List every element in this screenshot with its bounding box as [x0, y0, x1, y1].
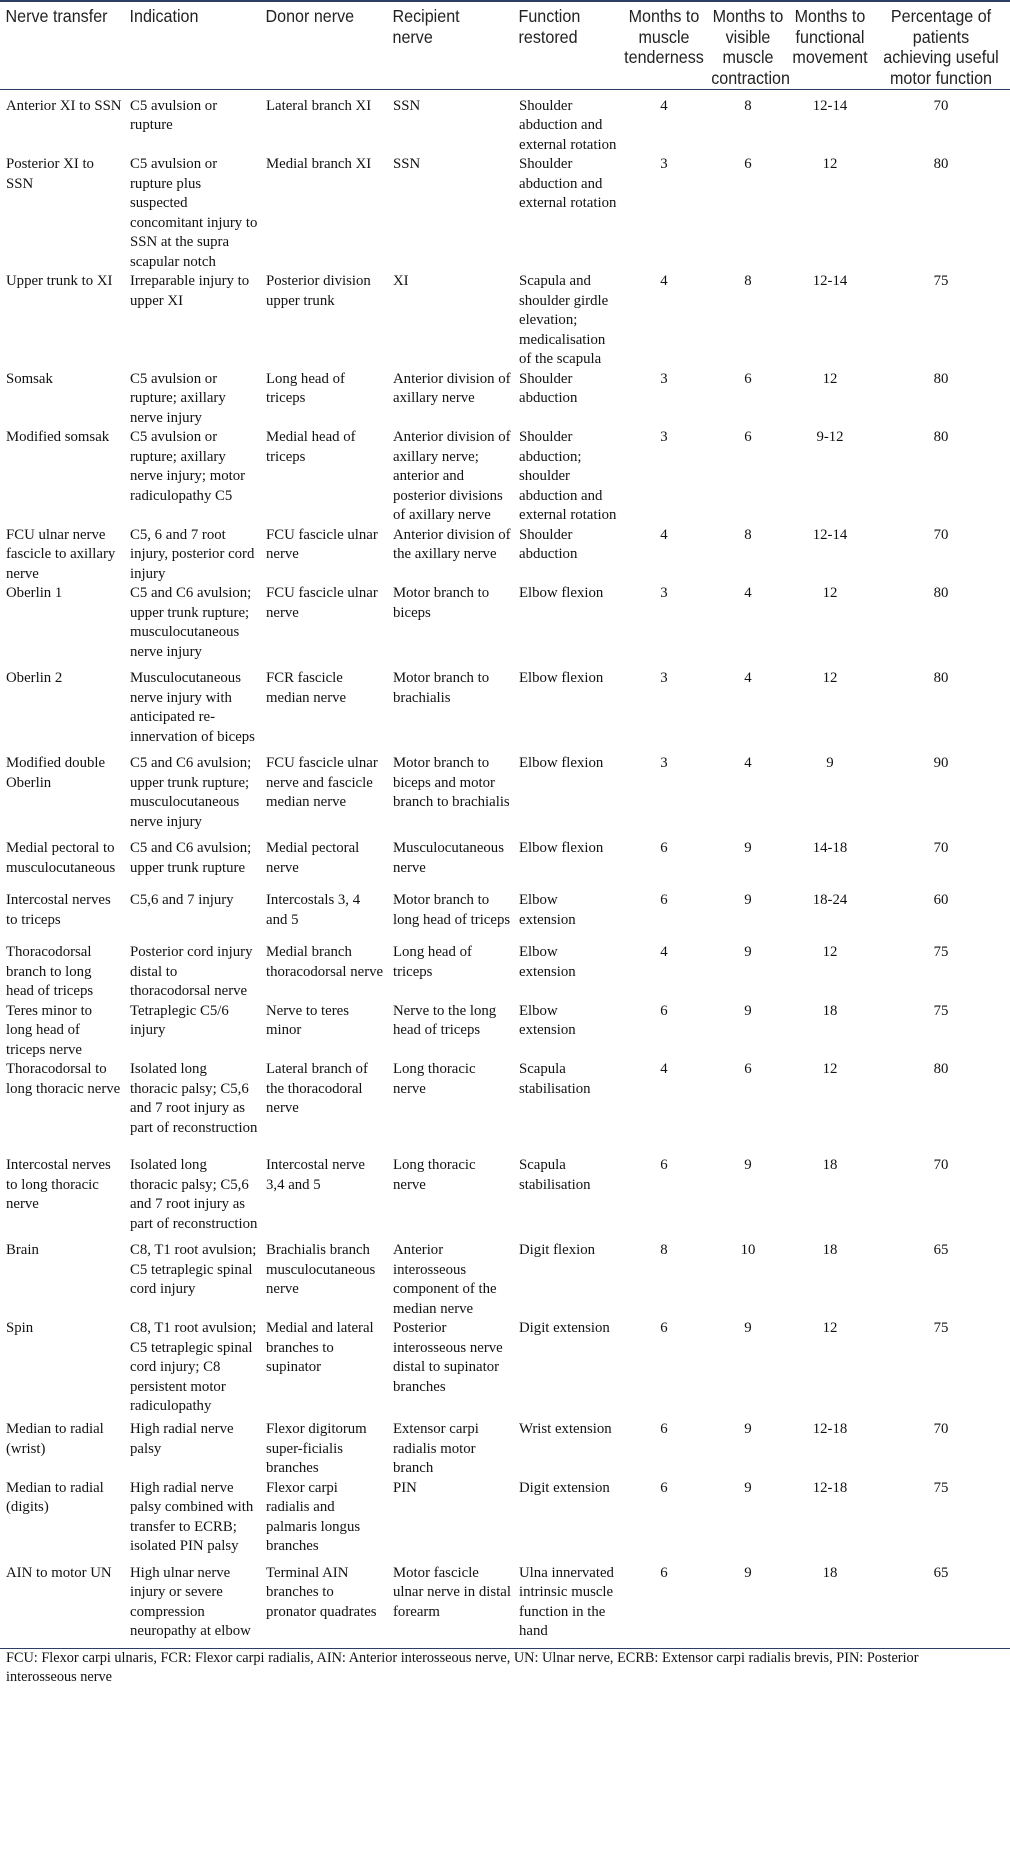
- cell-indication: C8, T1 root avulsion; C5 tetraplegic spinal cord injury; C8 persistent motor radiculopathy: [130, 1320, 257, 1414]
- cell-function-restored: Shoulder abduction and external rotation: [519, 156, 617, 211]
- header-nerve-transfer: Nerve transfer: [0, 1, 114, 89]
- cell-percentage: 80: [933, 370, 949, 387]
- cell-function-restored: Shoulder abduction and external rotation: [519, 97, 617, 153]
- cell-donor-nerve: Flexor digitorum super-ficialis branches: [266, 1421, 367, 1476]
- cell-recipient-nerve: Long head of triceps: [393, 944, 472, 980]
- cell-percentage: 75: [933, 1320, 949, 1336]
- cell-function-restored: Shoulder abduction; shoulder abduction and external rotation: [519, 429, 617, 523]
- cell-recipient-nerve: Posterior interosseous nerve distal to supinator branches: [393, 1320, 503, 1395]
- cell-indication: C5 avulsion or rupture; axillary nerve injury: [130, 370, 226, 426]
- cell-donor-nerve: Brachialis branch musculocutaneous nerve: [266, 1242, 376, 1297]
- cell-percentage: 70: [933, 526, 949, 543]
- cell-months-contraction: 9: [744, 1564, 752, 1581]
- cell-function-restored: Elbow flexion: [519, 840, 604, 856]
- cell-function-restored: Elbow extension: [519, 892, 576, 928]
- cell-recipient-nerve: Long thoracic nerve: [393, 1157, 476, 1193]
- cell-donor-nerve: Lateral branch XI: [266, 97, 372, 114]
- cell-percentage: 60: [933, 892, 949, 908]
- cell-percentage: 80: [933, 585, 949, 601]
- cell-donor-nerve: Lateral branch of the thoracodoral nerve: [266, 1061, 368, 1116]
- cell-indication: C5 avulsion or rupture plus suspected concomitant injury to SSN at the supra scapular notch: [130, 156, 258, 270]
- cell-months-tenderness: 4: [660, 97, 668, 114]
- table-row: [0, 1479, 1010, 1564]
- table-row: [0, 1241, 1010, 1319]
- cell-nerve-transfer: FCU ulnar nerve fascicle to axillary nerve: [6, 526, 116, 582]
- table-row: [0, 1564, 1010, 1648]
- cell-function-restored: Elbow flexion: [519, 755, 604, 771]
- cell-months-functional: 18: [822, 1242, 838, 1258]
- cell-percentage: 75: [933, 273, 949, 289]
- cell-months-contraction: 8: [744, 97, 752, 114]
- table-row: [0, 891, 1010, 943]
- header-months-to-functional-movement: Months to functional movement: [791, 1, 868, 89]
- cell-months-contraction: 9: [744, 1002, 752, 1019]
- cell-function-restored: Elbow flexion: [519, 670, 604, 686]
- cell-months-functional: 12: [822, 585, 838, 601]
- cell-months-functional: 18: [822, 1002, 838, 1019]
- table-row: [0, 272, 1010, 370]
- cell-indication: Isolated long thoracic palsy; C5,6 and 7 root injury as part of reconstruction: [130, 1061, 258, 1136]
- cell-months-tenderness: 4: [660, 526, 668, 543]
- cell-months-contraction: 6: [744, 429, 752, 445]
- cell-recipient-nerve: Anterior division of axillary nerve; anterior and posterior divisions of axillary nerve: [393, 429, 511, 523]
- cell-donor-nerve: FCU fascicle ulnar nerve and fascicle median nerve: [266, 755, 378, 810]
- cell-nerve-transfer: Median to radial (wrist): [6, 1421, 104, 1457]
- table-row: [0, 1420, 1010, 1479]
- cell-nerve-transfer: Anterior XI to SSN: [6, 97, 122, 114]
- cell-months-tenderness: 3: [660, 670, 668, 686]
- cell-indication: Isolated long thoracic palsy; C5,6 and 7 root injury as part of reconstruction: [130, 1157, 258, 1232]
- cell-donor-nerve: FCR fascicle median nerve: [266, 670, 347, 706]
- cell-indication: High radial nerve palsy: [130, 1421, 234, 1457]
- cell-recipient-nerve: Motor branch to brachialis: [393, 670, 490, 706]
- cell-indication: High ulnar nerve injury or severe compression neuropathy at elbow: [130, 1564, 251, 1639]
- cell-donor-nerve: Intercostal nerve 3,4 and 5: [266, 1157, 366, 1193]
- cell-indication: High radial nerve palsy combined with transfer to ECRB; isolated PIN palsy: [130, 1479, 254, 1554]
- cell-months-functional: 14-18: [812, 840, 848, 856]
- cell-months-tenderness: 6: [660, 1157, 668, 1173]
- cell-months-contraction: 8: [744, 526, 752, 543]
- header-row: [0, 1, 1010, 89]
- header-donor-nerve: Donor nerve: [260, 1, 377, 89]
- cell-months-functional: 12: [822, 1061, 838, 1077]
- table-row: [0, 754, 1010, 839]
- cell-donor-nerve: Medial head of triceps: [266, 429, 356, 465]
- cell-indication: C8, T1 root avulsion; C5 tetraplegic spinal cord injury: [130, 1242, 257, 1297]
- table-row: [0, 1002, 1010, 1061]
- table-row: [0, 943, 1010, 1002]
- cell-function-restored: Scapula stabilisation: [519, 1157, 591, 1193]
- cell-percentage: 75: [933, 944, 949, 960]
- cell-months-contraction: 9: [744, 1157, 752, 1173]
- cell-percentage: 75: [933, 1002, 949, 1019]
- cell-donor-nerve: Long head of triceps: [266, 370, 345, 406]
- cell-nerve-transfer: Modified double Oberlin: [6, 755, 106, 791]
- cell-nerve-transfer: AIN to motor UN: [6, 1564, 112, 1581]
- cell-nerve-transfer: Thoracodorsal to long thoracic nerve: [6, 1061, 121, 1097]
- cell-months-tenderness: 6: [660, 1479, 668, 1496]
- cell-percentage: 80: [933, 156, 949, 172]
- cell-function-restored: Ulna innervated intrinsic muscle function in the hand: [519, 1564, 614, 1639]
- cell-donor-nerve: Posterior division upper trunk: [266, 273, 371, 309]
- cell-percentage: 65: [933, 1564, 949, 1581]
- cell-months-tenderness: 3: [660, 370, 668, 387]
- table-row: [0, 155, 1010, 272]
- cell-function-restored: Digit extension: [519, 1479, 610, 1496]
- cell-recipient-nerve: Motor branch to biceps: [393, 585, 490, 621]
- header-months-to-visible-contraction: Months to visible muscle contraction: [711, 1, 785, 89]
- cell-months-functional: 12: [822, 670, 838, 686]
- cell-months-functional: 12: [822, 944, 838, 960]
- cell-function-restored: Shoulder abduction: [519, 370, 578, 406]
- cell-function-restored: Wrist extension: [519, 1421, 612, 1437]
- table-footnote: FCU: Flexor carpi ulnaris, FCR: Flexor carpi radialis, AIN: Anterior interosseous nerve, UN: Ulnar nerve, ECRB: Extensor carpi radialis brevis, PIN: Posterior interosseous nerve: [0, 1648, 1010, 1688]
- cell-function-restored: Shoulder abduction: [519, 526, 578, 562]
- cell-indication: C5 and C6 avulsion; upper trunk rupture; musculocutaneous nerve injury: [130, 755, 252, 830]
- cell-nerve-transfer: Somsak: [6, 370, 53, 387]
- cell-nerve-transfer: Upper trunk to XI: [6, 273, 113, 289]
- cell-indication: C5 avulsion or rupture: [130, 97, 218, 133]
- cell-recipient-nerve: XI: [393, 273, 409, 289]
- cell-months-contraction: 4: [744, 670, 752, 686]
- cell-indication: Irreparable injury to upper XI: [130, 273, 250, 309]
- cell-indication: C5 and C6 avulsion; upper trunk rupture: [130, 840, 252, 876]
- cell-donor-nerve: Intercostals 3, 4 and 5: [266, 892, 361, 928]
- cell-percentage: 90: [933, 755, 949, 771]
- cell-indication: C5, 6 and 7 root injury, posterior cord injury: [130, 526, 255, 582]
- cell-donor-nerve: Medial and lateral branches to supinator: [266, 1320, 374, 1375]
- cell-months-functional: 18: [822, 1157, 838, 1173]
- cell-donor-nerve: FCU fascicle ulnar nerve: [266, 526, 378, 562]
- cell-donor-nerve: Medial pectoral nerve: [266, 840, 360, 876]
- cell-months-functional: 12-18: [812, 1421, 848, 1437]
- cell-nerve-transfer: Medial pectoral to musculocutaneous: [6, 840, 116, 876]
- table-row: [0, 839, 1010, 891]
- cell-months-tenderness: 6: [660, 1320, 668, 1336]
- cell-recipient-nerve: Musculocutaneous nerve: [393, 840, 504, 876]
- cell-months-tenderness: 6: [660, 1564, 668, 1581]
- cell-recipient-nerve: Motor branch to biceps and motor branch to brachialis: [393, 755, 510, 810]
- table-body: [0, 89, 1010, 1648]
- header-indication: Indication: [124, 1, 249, 89]
- cell-months-tenderness: 8: [660, 1242, 668, 1258]
- cell-nerve-transfer: Intercostal nerves to long thoracic nerve: [6, 1157, 111, 1212]
- cell-months-tenderness: 4: [660, 944, 668, 960]
- cell-donor-nerve: Nerve to teres minor: [266, 1002, 349, 1038]
- cell-percentage: 70: [933, 1421, 949, 1437]
- cell-donor-nerve: Medial branch thoracodorsal nerve: [266, 944, 384, 980]
- cell-months-contraction: 9: [744, 1320, 752, 1336]
- cell-months-contraction: 6: [744, 156, 752, 172]
- header-months-to-muscle-tenderness: Months to muscle tenderness: [624, 1, 705, 89]
- cell-nerve-transfer: Thoracodorsal branch to long head of triceps: [6, 944, 94, 999]
- cell-months-contraction: 9: [744, 1479, 752, 1496]
- cell-months-tenderness: 3: [660, 585, 668, 601]
- cell-months-contraction: 4: [744, 585, 752, 601]
- cell-months-contraction: 8: [744, 273, 752, 289]
- cell-months-functional: 12: [822, 370, 838, 387]
- cell-months-functional: 12: [822, 1320, 838, 1336]
- cell-months-functional: 12: [822, 156, 838, 172]
- cell-percentage: 80: [933, 1061, 949, 1077]
- cell-nerve-transfer: Teres minor to long head of triceps nerve: [6, 1002, 93, 1058]
- cell-donor-nerve: FCU fascicle ulnar nerve: [266, 585, 378, 621]
- cell-percentage: 80: [933, 670, 949, 686]
- cell-percentage: 80: [933, 429, 949, 445]
- cell-months-functional: 18: [822, 1564, 838, 1581]
- cell-months-tenderness: 6: [660, 1421, 668, 1437]
- cell-donor-nerve: Flexor carpi radialis and palmaris longus branches: [266, 1479, 361, 1554]
- cell-months-contraction: 6: [744, 1061, 752, 1077]
- cell-indication: Musculocutaneous nerve injury with anticipated re-innervation of biceps: [130, 670, 255, 745]
- cell-function-restored: Digit extension: [519, 1320, 610, 1336]
- cell-indication: Tetraplegic C5/6 injury: [130, 1002, 229, 1038]
- cell-nerve-transfer: Oberlin 1: [6, 585, 63, 601]
- cell-indication: C5 avulsion or rupture; axillary nerve injury; motor radiculopathy C5: [130, 429, 246, 504]
- header-percentage-useful-function: Percentage of patients achieving useful motor function: [878, 1, 1005, 89]
- cell-recipient-nerve: Anterior division of the axillary nerve: [393, 526, 511, 562]
- cell-function-restored: Elbow extension: [519, 944, 576, 980]
- cell-recipient-nerve: Extensor carpi radialis motor branch: [393, 1421, 479, 1476]
- cell-months-contraction: 9: [744, 944, 752, 960]
- cell-months-contraction: 6: [744, 370, 752, 387]
- cell-recipient-nerve: SSN: [393, 97, 421, 114]
- cell-months-functional: 12-18: [812, 1479, 848, 1496]
- cell-nerve-transfer: Oberlin 2: [6, 670, 63, 686]
- cell-nerve-transfer: Brain: [6, 1242, 39, 1258]
- cell-months-tenderness: 4: [660, 1061, 668, 1077]
- cell-donor-nerve: Medial branch XI: [266, 156, 372, 172]
- cell-indication: C5,6 and 7 injury: [130, 892, 234, 908]
- cell-months-functional: 12-14: [812, 97, 848, 114]
- cell-recipient-nerve: Long thoracic nerve: [393, 1061, 476, 1097]
- cell-recipient-nerve: Nerve to the long head of triceps: [393, 1002, 497, 1038]
- cell-nerve-transfer: Intercostal nerves to triceps: [6, 892, 111, 928]
- cell-months-tenderness: 6: [660, 1002, 668, 1019]
- cell-months-functional: 9: [826, 755, 834, 771]
- cell-recipient-nerve: Motor fascicle ulnar nerve in distal forearm: [393, 1564, 511, 1620]
- table-row: [0, 1156, 1010, 1241]
- cell-nerve-transfer: Modified somsak: [6, 429, 110, 445]
- cell-months-tenderness: 3: [660, 156, 668, 172]
- cell-recipient-nerve: Motor branch to long head of triceps: [393, 892, 511, 928]
- cell-percentage: 65: [933, 1242, 949, 1258]
- cell-months-tenderness: 4: [660, 273, 668, 289]
- cell-nerve-transfer: Median to radial (digits): [6, 1479, 104, 1515]
- cell-months-contraction: 4: [744, 755, 752, 771]
- cell-months-tenderness: 3: [660, 755, 668, 771]
- cell-function-restored: Elbow flexion: [519, 585, 604, 601]
- table-row: [0, 1319, 1010, 1420]
- cell-function-restored: Elbow extension: [519, 1002, 576, 1038]
- header-recipient-nerve: Recipient nerve: [387, 1, 503, 89]
- cell-months-functional: 18-24: [812, 892, 848, 908]
- cell-recipient-nerve: PIN: [393, 1479, 417, 1496]
- cell-nerve-transfer: Posterior XI to SSN: [6, 156, 94, 192]
- cell-recipient-nerve: Anterior interosseous component of the median nerve: [393, 1242, 497, 1317]
- cell-nerve-transfer: Spin: [6, 1320, 34, 1336]
- header-function-restored: Function restored: [513, 1, 611, 89]
- cell-function-restored: Scapula and shoulder girdle elevation; medicalisation of the scapula: [519, 273, 609, 367]
- cell-indication: C5 and C6 avulsion; upper trunk rupture; musculocutaneous nerve injury: [130, 585, 252, 660]
- cell-function-restored: Scapula stabilisation: [519, 1061, 591, 1097]
- cell-percentage: 70: [933, 1157, 949, 1173]
- cell-months-functional: 12-14: [812, 526, 848, 543]
- cell-months-tenderness: 3: [660, 429, 668, 445]
- cell-months-contraction: 9: [744, 1421, 752, 1437]
- cell-percentage: 75: [933, 1479, 949, 1496]
- table-row: [0, 1060, 1010, 1156]
- table-row: [0, 526, 1010, 585]
- table-row: [0, 584, 1010, 669]
- cell-recipient-nerve: SSN: [393, 156, 421, 172]
- table-row: [0, 89, 1010, 155]
- cell-months-contraction: 9: [744, 840, 752, 856]
- cell-months-tenderness: 6: [660, 892, 668, 908]
- cell-months-functional: 12-14: [812, 273, 848, 289]
- cell-recipient-nerve: Anterior division of axillary nerve: [393, 370, 511, 406]
- table-row: [0, 428, 1010, 526]
- cell-months-contraction: 10: [740, 1242, 756, 1258]
- cell-donor-nerve: Terminal AIN branches to pronator quadrates: [266, 1564, 377, 1620]
- cell-months-functional: 9-12: [816, 429, 844, 445]
- cell-months-contraction: 9: [744, 892, 752, 908]
- cell-percentage: 70: [933, 840, 949, 856]
- cell-percentage: 70: [933, 97, 949, 114]
- cell-indication: Posterior cord injury distal to thoracodorsal nerve: [130, 944, 253, 999]
- table-row: [0, 669, 1010, 754]
- table-row: [0, 370, 1010, 429]
- cell-function-restored: Digit flexion: [519, 1242, 596, 1258]
- cell-months-tenderness: 6: [660, 840, 668, 856]
